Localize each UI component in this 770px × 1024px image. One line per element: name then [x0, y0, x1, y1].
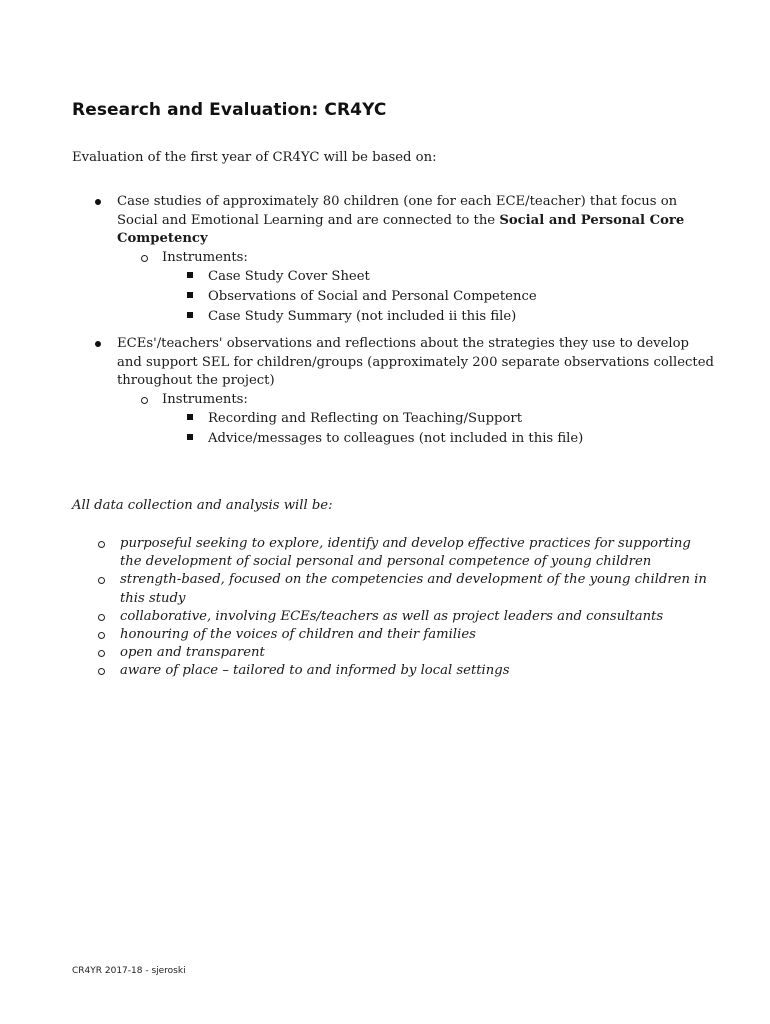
bullet-text-plain: Case studies of approximately 80 children (one for each ECE/teacher) that focus on Social and Emotional Learning and are connected to the [117, 194, 678, 228]
instrument-text: Case Study Summary (not included ii this file) [208, 309, 517, 324]
bullet-text: ECEs'/teachers' observations and reflections about the strategies they use to develop and support SEL for children/groups (approximately 200 separate observations collected throughout the project) [117, 336, 714, 388]
circle-marker-icon [98, 650, 105, 657]
intro-text: Evaluation of the first year of CR4YC will be based on: [72, 150, 437, 165]
bullet-item [117, 193, 717, 327]
principle-text: open and transparent [120, 645, 265, 661]
principle-item [120, 571, 710, 607]
square-marker-icon [187, 312, 193, 318]
document-title: Research and Evaluation: CR4YC [72, 100, 387, 120]
instrument-item [208, 267, 717, 287]
principle-text: purposeful seeking to explore, identify and develop effective practices for supporting the development of social personal and personal competence of young children [120, 536, 691, 570]
circle-marker-icon [98, 541, 105, 548]
instrument-text: Advice/messages to colleagues (not included in this file) [208, 431, 584, 446]
principle-item [120, 626, 710, 644]
principle-item [120, 662, 710, 680]
circle-marker-icon [98, 577, 105, 584]
instrument-text: Observations of Social and Personal Competence [208, 289, 537, 304]
circle-marker-icon [141, 255, 148, 262]
principle-text: strength-based, focused on the competencies and development of the young children in this study [120, 572, 707, 606]
square-marker-icon [187, 292, 193, 298]
bullet-marker-icon [95, 341, 101, 347]
bullet-text-bold: Social and Personal Core Competency [117, 212, 685, 246]
principle-text: collaborative, involving ECEs/teachers as well as project leaders and consultants [120, 608, 664, 624]
instruments-label: Instruments: [162, 249, 248, 265]
instruments-label: Instruments: [162, 391, 248, 407]
bullet-marker-icon [95, 199, 101, 205]
instruments-item [162, 249, 717, 268]
principle-item [120, 608, 710, 626]
instruments-item [162, 391, 717, 410]
bullet-text [117, 193, 717, 249]
principles-list [120, 535, 710, 681]
instrument-item [208, 429, 717, 449]
principle-item [120, 644, 710, 662]
square-marker-icon [187, 414, 193, 420]
instrument-text: Case Study Cover Sheet [208, 269, 370, 284]
principle-text: honouring of the voices of children and their families [120, 627, 476, 643]
principles-lead: All data collection and analysis will be: [72, 498, 333, 513]
circle-marker-icon [141, 397, 148, 404]
principle-text: aware of place – tailored to and informed by local settings [120, 663, 510, 679]
bullet-item [117, 335, 717, 449]
circle-marker-icon [98, 614, 105, 621]
square-marker-icon [187, 272, 193, 278]
instrument-item [208, 307, 717, 327]
page-footer: CR4YR 2017-18 - sjeroski [72, 966, 186, 976]
instrument-item [208, 287, 717, 307]
circle-marker-icon [98, 668, 105, 675]
principle-item [120, 535, 710, 571]
instrument-text: Recording and Reflecting on Teaching/Support [208, 411, 522, 426]
square-marker-icon [187, 434, 193, 440]
circle-marker-icon [98, 632, 105, 639]
instrument-item [208, 409, 717, 429]
